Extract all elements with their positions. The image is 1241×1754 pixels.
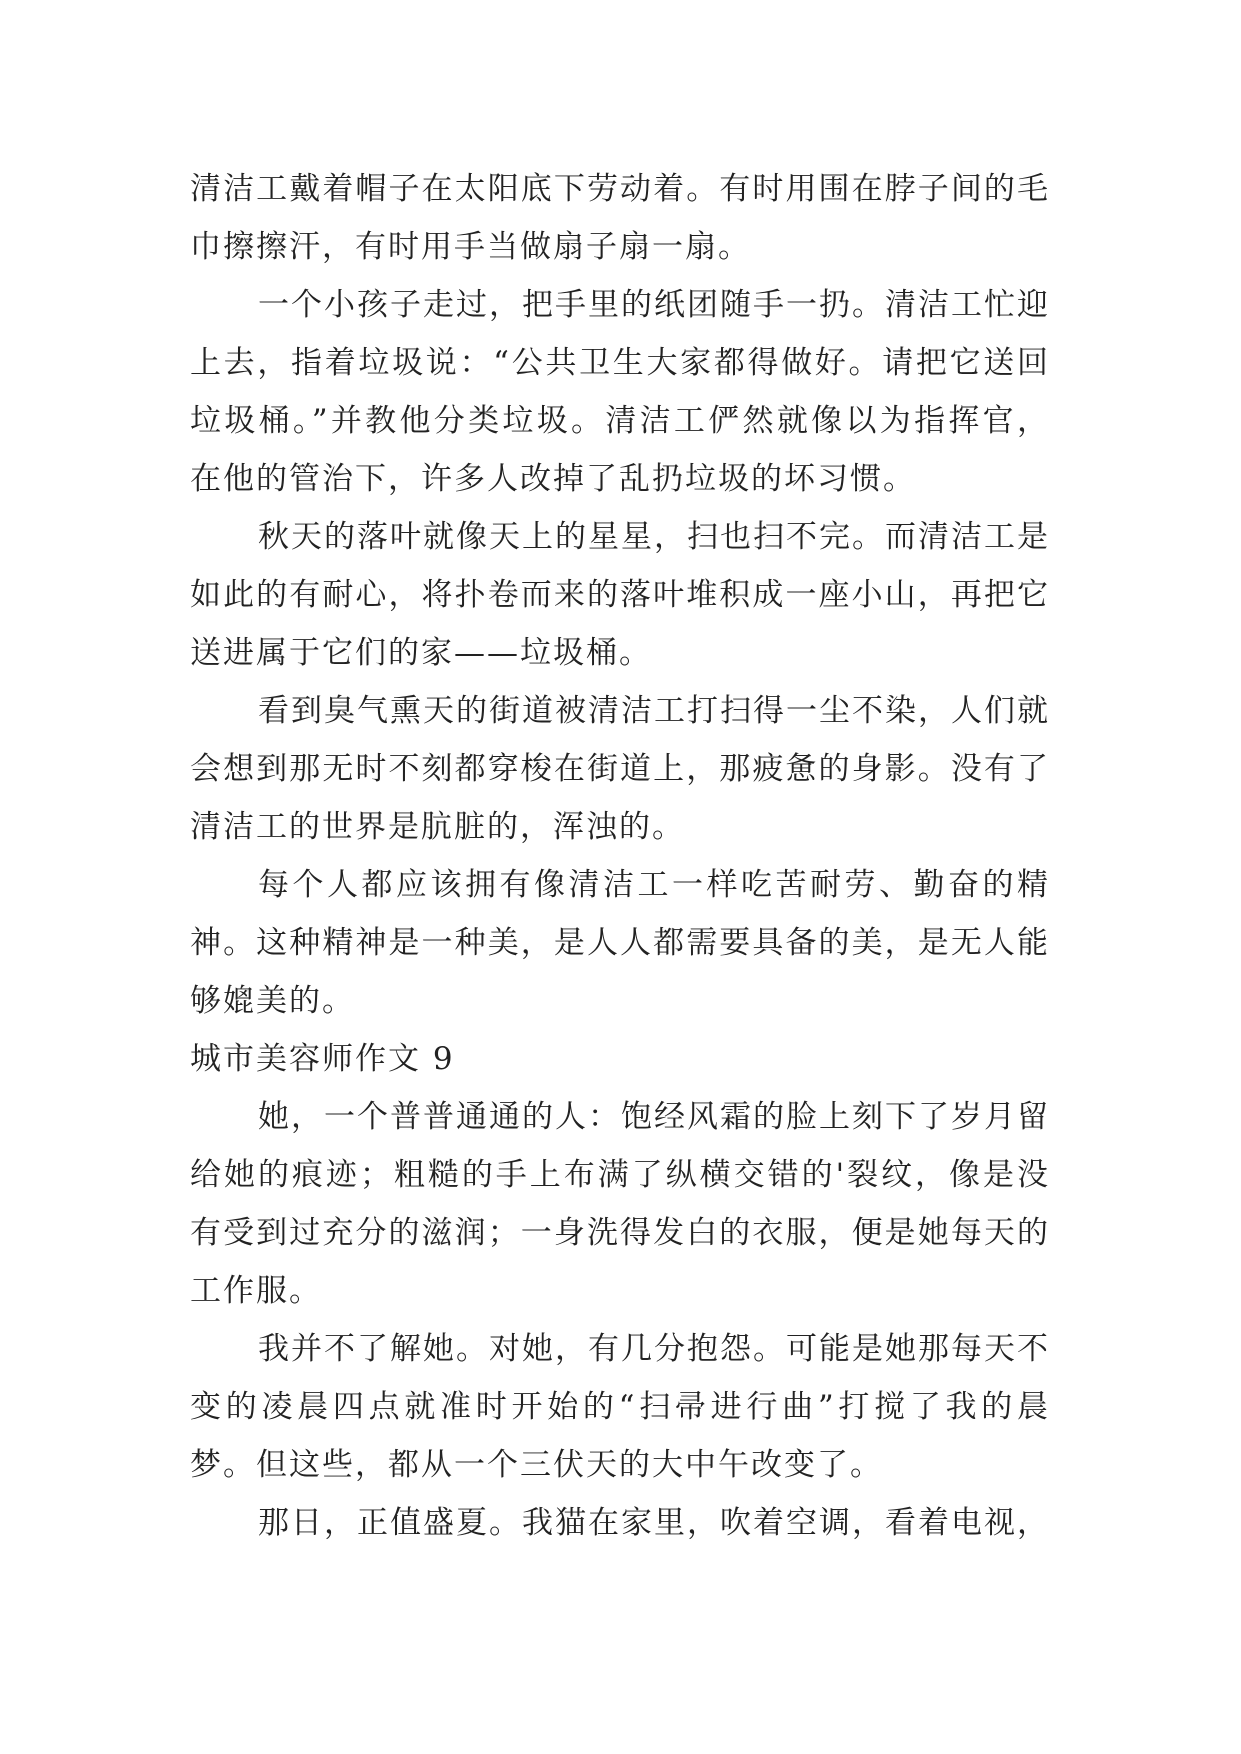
paragraph: 看到臭气熏天的街道被清洁工打扫得一尘不染，人们就会想到那无时不刻都穿梭在街道上，那疲惫的身影。没有了清洁工的世界是肮脏的，浑浊的。 [190, 693, 1050, 845]
paragraph: 我并不了解她。对她，有几分抱怨。可能是她那每天不变的凌晨四点就准时开始的“扫帚进行曲”打搅了我的晨梦。但这些，都从一个三伏天的大中午改变了。 [190, 1331, 1050, 1483]
paragraph: 那日，正值盛夏。我猫在家里，吹着空调，看着电视， [258, 1505, 1050, 1541]
document-body [190, 160, 1050, 1552]
paragraph: 每个人都应该拥有像清洁工一样吃苦耐劳、勤奋的精神。这种精神是一种美，是人人都需要具备的美，是无人能够媲美的。 [190, 867, 1050, 1019]
paragraph: 一个小孩子走过，把手里的纸团随手一扔。清洁工忙迎上去，指着垃圾说：“公共卫生大家都得做好。请把它送回垃圾桶。”并教他分类垃圾。清洁工俨然就像以为指挥官，在他的管治下，许多人改掉了乱扔垃圾的坏习惯。 [190, 287, 1050, 497]
paragraph: 她，一个普普通通的人：饱经风霜的脸上刻下了岁月留给她的痕迹；粗糙的手上布满了纵横交错的'裂纹，像是没有受到过充分的滋润；一身洗得发白的衣服，便是她每天的工作服。 [190, 1099, 1050, 1309]
paragraph: 清洁工戴着帽子在太阳底下劳动着。有时用围在脖子间的毛巾擦擦汗，有时用手当做扇子扇一扇。 [190, 171, 1050, 265]
paragraph: 秋天的落叶就像天上的星星，扫也扫不完。而清洁工是如此的有耐心，将扑卷而来的落叶堆积成一座小山，再把它送进属于它们的家——垃圾桶。 [190, 519, 1050, 671]
section-heading: 城市美容师作文 9 [190, 1041, 455, 1077]
